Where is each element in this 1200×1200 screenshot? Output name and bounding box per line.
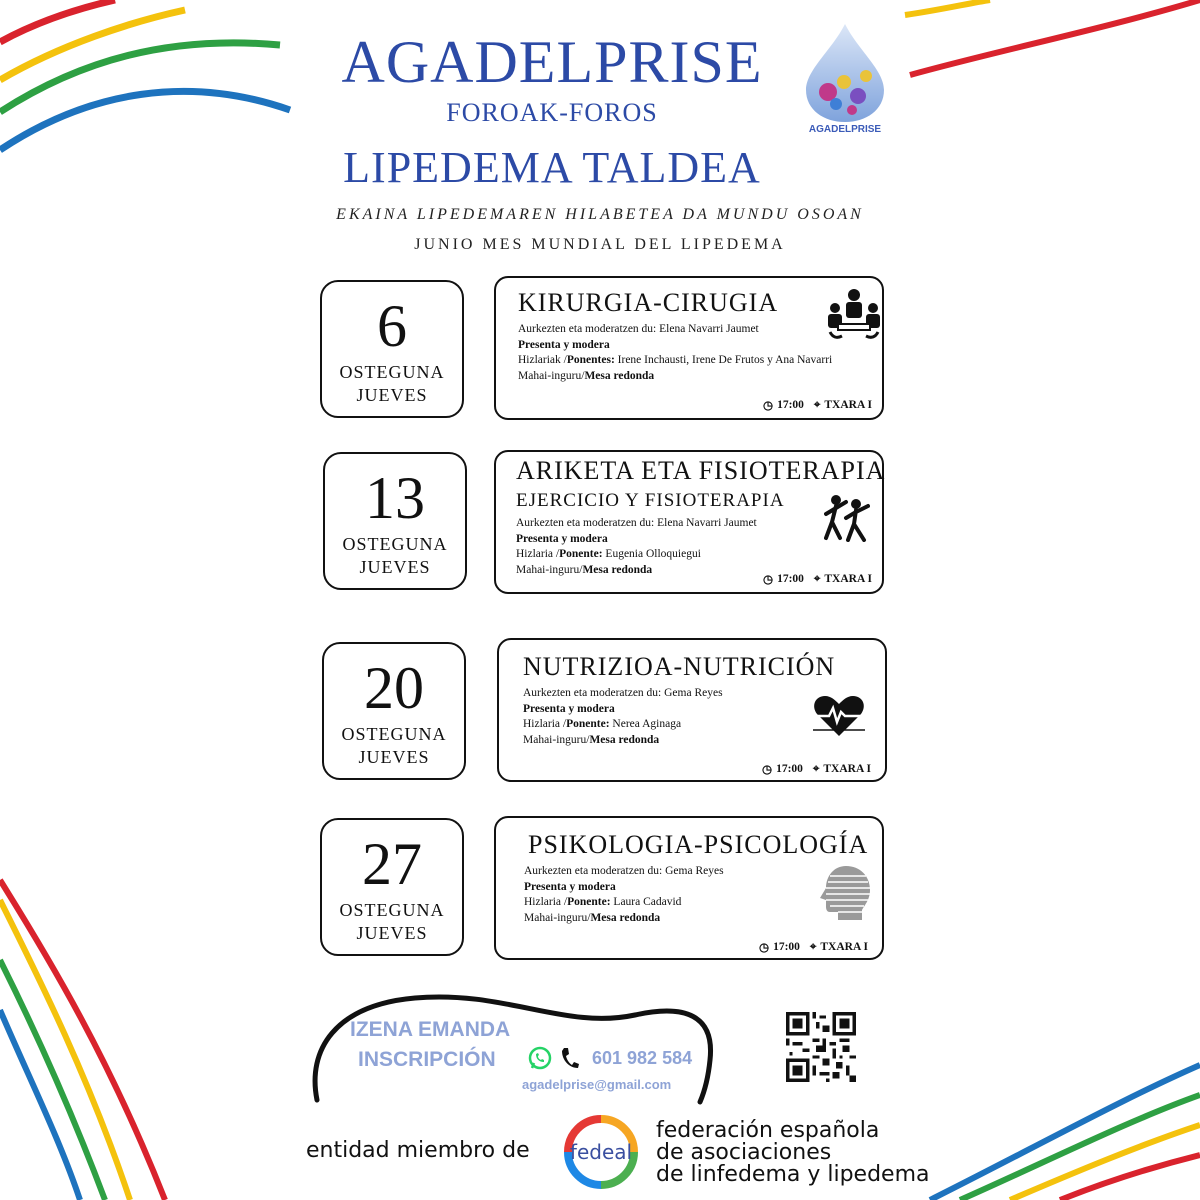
event-details: [523, 686, 723, 748]
event-title: ARIKETA ETA FISIOTERAPIA: [516, 456, 886, 485]
speaker-label: Hizlaria /: [524, 896, 568, 908]
event-subtitle: EJERCICIO Y FISIOTERAPIA: [516, 490, 785, 511]
location-pin-icon: ⌖: [812, 762, 820, 775]
date-day-number: 20: [364, 655, 424, 721]
clock-icon: ◷: [763, 574, 774, 586]
member-text: entidad miembro de: [306, 1138, 530, 1163]
date-day-number: 6: [377, 293, 407, 359]
event-place: TXARA I: [823, 763, 871, 775]
moderator-line: Aurkezten eta moderatzen du: Gema Reyes: [523, 687, 723, 699]
logo-caption: AGADELPRISE: [808, 124, 882, 135]
phone-number[interactable]: 601 982 584: [592, 1047, 693, 1068]
location-pin-icon: ⌖: [809, 940, 817, 953]
event-time: 17:00: [777, 399, 804, 411]
page-subtitle: FOROAK-FOROS: [446, 98, 658, 127]
date-weekday-spanish: JUEVES: [356, 385, 428, 405]
event-time: 17:00: [777, 573, 804, 585]
qr-code[interactable]: [786, 1012, 856, 1082]
format-label: Mahai-inguru/: [516, 563, 583, 576]
moderator-line-es: Presenta y modera: [516, 532, 608, 545]
format-bold: Mesa redonda: [584, 369, 655, 382]
date-weekday-basque: OSTEGUNA: [341, 724, 447, 744]
format-bold: Mesa redonda: [590, 911, 661, 924]
date-box: [323, 452, 467, 590]
moderator-line: Aurkezten eta moderatzen du: Gema Reyes: [524, 865, 724, 877]
format-bold: Mesa redonda: [582, 563, 653, 576]
speaker-label: Hizlaria /: [523, 718, 567, 730]
format-label: Mahai-inguru/: [523, 733, 590, 746]
speaker-label-bold: Ponente:: [566, 718, 610, 730]
date-weekday-spanish: JUEVES: [356, 923, 428, 943]
speaker-label-bold: Ponentes:: [566, 354, 615, 366]
clock-icon: ◷: [762, 764, 773, 776]
date-weekday-basque: OSTEGUNA: [339, 900, 445, 920]
email-link[interactable]: agadelprise@gmail.com: [522, 1077, 672, 1092]
event-meta: [762, 762, 871, 776]
speaker-label-bold: Ponente:: [559, 548, 603, 560]
moderator-line-es: Presenta y modera: [523, 702, 615, 715]
event-title: PSIKOLOGIA-PSICOLOGÍA: [528, 830, 869, 859]
date-day-number: 27: [362, 831, 422, 897]
event-time: 17:00: [776, 763, 803, 775]
speaker-label: Hizlaria /: [516, 548, 560, 560]
water-drop-icon: [800, 20, 890, 124]
date-box: [320, 818, 464, 956]
event-meta: [759, 940, 868, 954]
format-bold: Mesa redonda: [589, 733, 660, 746]
federation-line-2: de asociaciones: [656, 1140, 832, 1165]
date-box: [320, 280, 464, 418]
event-place: TXARA I: [824, 573, 872, 585]
tagline-spanish: JUNIO MES MUNDIAL DEL LIPEDEMA: [414, 236, 786, 253]
moderator-line: Aurkezten eta moderatzen du: Elena Navarri Jaumet: [518, 323, 759, 335]
event-title: NUTRIZIOA-NUTRICIÓN: [523, 652, 836, 681]
event-details: [518, 322, 832, 384]
exercise-icon: [824, 494, 870, 542]
speaker-label: Hizlariak /: [518, 354, 567, 366]
federation-line-3: de linfedema y lipedema: [656, 1162, 930, 1187]
event-card: [494, 276, 884, 420]
phone-icon[interactable]: [560, 1046, 580, 1070]
date-weekday-spanish: JUEVES: [359, 557, 431, 577]
page-title: AGADELPRISE: [341, 29, 763, 95]
event-title: KIRURGIA-CIRUGIA: [518, 288, 779, 317]
format-label: Mahai-inguru/: [518, 369, 585, 382]
event-details: [516, 516, 757, 578]
event-card: [494, 450, 884, 594]
event-card: [497, 638, 887, 782]
event-place: TXARA I: [824, 399, 872, 411]
contact-row: [528, 1046, 692, 1070]
agadelprise-logo: [800, 20, 890, 140]
whatsapp-icon[interactable]: [528, 1046, 552, 1070]
event-time: 17:00: [773, 941, 800, 953]
event-place: TXARA I: [820, 941, 868, 953]
speakers: Laura Cadavid: [610, 896, 682, 908]
head-profile-icon: [816, 862, 872, 922]
location-pin-icon: ⌖: [813, 398, 821, 411]
speakers: Eugenia Olloquiegui: [602, 548, 701, 560]
date-weekday-basque: OSTEGUNA: [339, 362, 445, 382]
date-weekday-basque: OSTEGUNA: [342, 534, 448, 554]
event-card: [494, 816, 884, 960]
group-title: LIPEDEMA TALDEA: [343, 143, 761, 192]
format-label: Mahai-inguru/: [524, 911, 591, 924]
speaker-label-bold: Ponente:: [567, 896, 611, 908]
moderator-line-es: Presenta y modera: [524, 880, 616, 893]
fedeal-logo-text: fedeal: [569, 1140, 633, 1164]
clock-icon: ◷: [763, 400, 774, 412]
event-details: [524, 864, 724, 926]
registration-label-spanish: INSCRIPCIÓN: [358, 1048, 496, 1071]
date-box: [322, 642, 466, 780]
federation-name: [656, 1120, 930, 1186]
speakers: Irene Inchausti, Irene De Frutos y Ana Navarri: [614, 354, 833, 366]
clock-icon: ◷: [759, 942, 770, 954]
date-weekday-spanish: JUEVES: [358, 747, 430, 767]
tagline-basque: EKAINA LIPEDEMAREN HILABETEA DA MUNDU OSOAN: [336, 206, 864, 223]
event-meta: [763, 572, 872, 586]
surgery-team-icon: [826, 288, 882, 342]
date-day-number: 13: [365, 465, 425, 531]
location-pin-icon: ⌖: [813, 572, 821, 585]
event-meta: [763, 398, 872, 412]
heart-scale-icon: [811, 692, 867, 740]
moderator-line-es: Presenta y modera: [518, 338, 610, 351]
speakers: Nerea Aginaga: [609, 718, 682, 730]
federation-line-1: federación española: [656, 1118, 880, 1143]
moderator-line: Aurkezten eta moderatzen du: Elena Navarri Jaumet: [516, 517, 757, 529]
registration-label-basque: IZENA EMANDA: [350, 1018, 511, 1041]
